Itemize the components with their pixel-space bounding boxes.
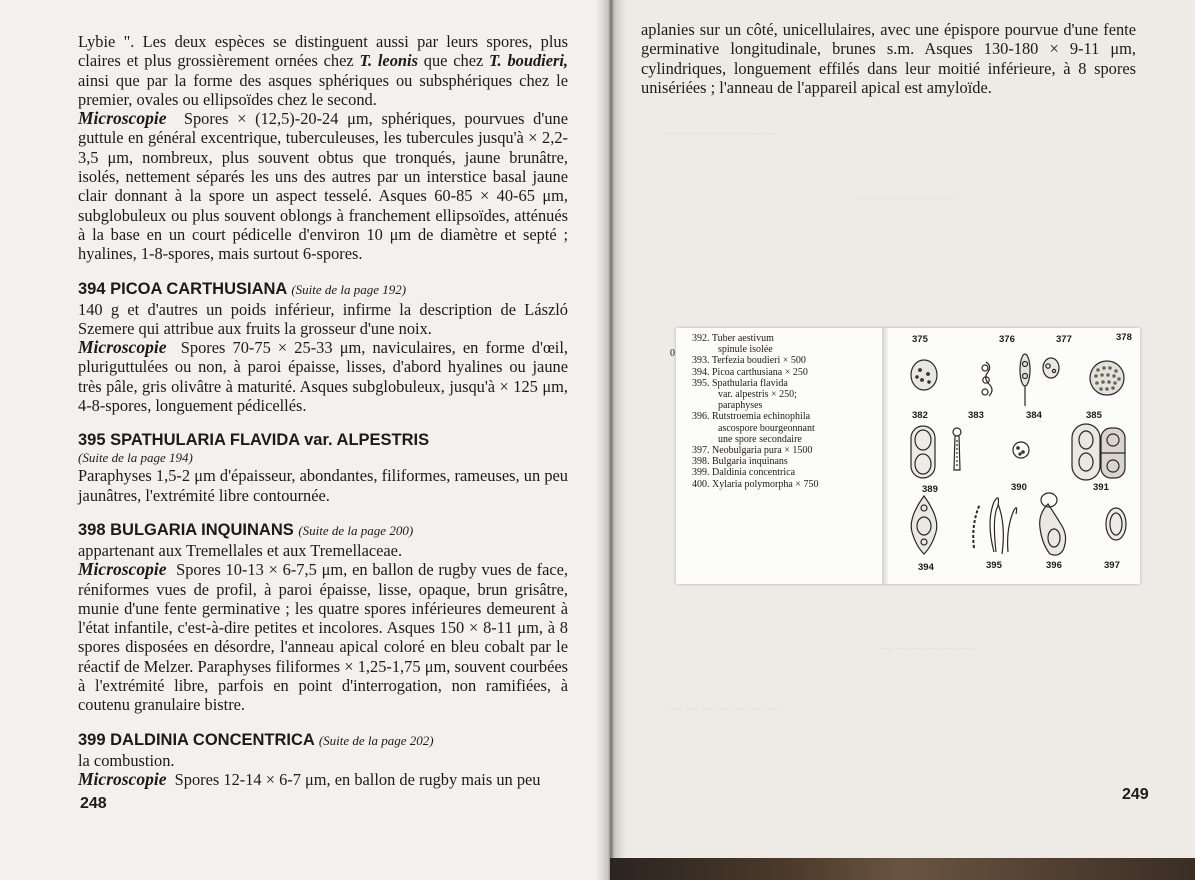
section-microscopy	[78, 338, 568, 415]
intro-paragraph	[78, 32, 568, 109]
heading-text: 394 PICOA CARTHUSIANA	[78, 279, 287, 298]
legend-line: 392. Tuber aestivum	[692, 333, 774, 344]
microscopy-text: Spores 70-75 × 25-33 μm, naviculaires, en forme d'œil, pluriguttulées ou non, à paroi épaisse, lisses, d'abord hyalines ou jaune très pâle, gris olivâtre à maturité. Asques subglobuleux, jusqu'à × 125 μm, 4-8-spores, longuement pédicellés.	[78, 338, 568, 416]
intro-microscopy	[78, 109, 568, 263]
legend-line: 398. Bulgaria inquinans	[692, 456, 788, 468]
spore-drawing-svg	[888, 328, 1140, 584]
page-number: 249	[1122, 786, 1149, 803]
species-name: T. leonis	[359, 51, 418, 71]
spore-378-drawing	[1090, 361, 1124, 395]
figure-number: 376	[999, 334, 1015, 345]
legend-line: 397. Neobulgaria pura × 1500	[692, 445, 813, 457]
microscopy-text: Spores 10-13 × 6-7,5 μm, en ballon de rugby vues de face, réniformes vues de profil, à paroi épaisse, lisse, opaque, brun grisâtre, munie d'une fente germinative ; les quatre spores inférieures demeurent à l'état infantile, c'est-à-dire petites et incolores. Asques 150 × 8-11 μm, à 8 spores disposées en désordre, l'anneau apical coloré en bleu cobalt par le réactif de Melzer. Paraphyses filiformes × 1,25-1,75 μm, souvent courbées à l'extrémité libre, parfois en point d'interrogation, non ramifiées, à coutenu granulaire bistre.	[78, 560, 568, 715]
legend-line: 396. Rutstroemia echinophila	[692, 411, 811, 423]
legend-line: ascospore bourgeonnant	[718, 422, 815, 434]
figure-number: 390	[1011, 482, 1027, 493]
section-heading	[78, 279, 568, 300]
microscopy-text: Spores × (12,5)-20-24 μm, sphériques, pourvues d'une guttule en général excentrique, tuberculeuses, les tubercules jusqu'à × 2,2-3,5 μm, nombreux, plus souvent obtus que tronqués, jaune brunâtre, isolés, nettement séparés les uns des autres par un interstice basal jaune clair donnant à la spore un aspect tesselé. Asques 60-85 × 40-65 μm, subglobuleux ou plus souvent oblongs à franchement ellipsoïdes, atténués à la base en un court pédicelle d'environ 10 μm de diamètre et septé ; hyalines, 1-8-spores, mais surtout 6-spores.	[78, 109, 568, 264]
section-microscopy	[78, 770, 568, 789]
section-body: la combustion.	[78, 750, 175, 770]
figure-number: 397	[1104, 560, 1120, 571]
page-number: 248	[80, 795, 107, 812]
heading-subtitle: (Suite de la page 202)	[318, 732, 434, 748]
figure-number: 389	[922, 484, 938, 495]
spore-394-drawing	[911, 496, 937, 554]
intro-text: que chez	[417, 51, 490, 71]
section-heading	[78, 730, 568, 751]
figure-number: 378	[1116, 332, 1132, 343]
microscopie-label: Microscopie	[78, 768, 167, 789]
species-name: T. boudieri,	[489, 51, 569, 71]
figure-number: 396	[1046, 560, 1062, 571]
section-microscopy	[78, 560, 568, 714]
spore-384-drawing	[1013, 442, 1029, 458]
section-heading	[78, 430, 568, 450]
left-page-text	[78, 32, 568, 789]
heading-text: 399 DALDINIA CONCENTRICA	[78, 730, 315, 749]
legend-line: var. alpestris × 250;	[718, 389, 797, 401]
section-heading	[78, 520, 568, 541]
right-page-text: aplanies sur un côté, unicellulaires, avec une épispore pourvue d'une fente germinative longitudinale, brunes s.m. Asques 130-180 × 9-11 μm, cylindriques, longuement effilés dans leur moitié inférieure, à 8 spores unisériées ; l'anneau de l'appareil apical est amyloïde.	[641, 20, 1136, 97]
legend-line: 393. Terfezia boudieri × 500	[692, 355, 806, 367]
microscopie-label: Microscopie	[78, 559, 167, 580]
margin-mark: 0	[670, 348, 675, 359]
book-gutter	[596, 0, 626, 880]
spore-drawings	[888, 328, 1140, 584]
illustration-plate	[670, 328, 1140, 584]
show-through-text: — — — — — — —	[670, 700, 781, 715]
show-through-text: — — — — — —	[880, 640, 975, 655]
figure-number: 377	[1056, 334, 1072, 345]
heading-subtitle: (Suite de la page 194)	[78, 450, 193, 466]
microscopie-label: Microscopie	[78, 108, 167, 129]
heading-text: 395 SPATHULARIA FLAVIDA var. ALPESTRIS	[78, 431, 430, 450]
intro-text: ainsi que par la forme des asques sphériques ou subsphériques chez le premier, ovales ou ellipsoïdes chez le second.	[78, 70, 568, 109]
spore-385-drawing	[1072, 424, 1125, 480]
legend-line: spinule isolée	[718, 344, 773, 356]
background-edge	[610, 858, 1195, 880]
figure-number: 375	[912, 334, 928, 345]
spore-382-drawing	[911, 426, 935, 478]
spore-375-drawing	[911, 360, 937, 390]
legend-line: 400. Xylaria polymorpha × 750	[692, 478, 819, 490]
plate-legend	[692, 333, 882, 490]
figure-number: 385	[1086, 410, 1102, 421]
legend-line: une spore secondaire	[718, 433, 802, 445]
heading-subtitle: (Suite de la page 200)	[298, 522, 414, 538]
spore-397-drawing	[1106, 508, 1126, 540]
spore-377-drawing	[1020, 354, 1059, 406]
spore-396-drawing	[1040, 493, 1066, 555]
legend-line: paraphyses	[718, 400, 763, 412]
heading-subtitle: (Suite de la page 192)	[291, 281, 407, 297]
figure-number: 395	[986, 560, 1002, 571]
figure-number: 391	[1093, 482, 1109, 493]
legend-line: 395. Spathularia flavida	[692, 377, 788, 389]
figure-number: 382	[912, 410, 928, 421]
show-through-text: — — — — — —	[860, 190, 955, 205]
legend-line: 394. Picoa carthusiana × 250	[692, 366, 808, 378]
legend-line: 399. Daldinia concentrica	[692, 467, 796, 479]
section-body: Paraphyses 1,5-2 μm d'épaisseur, abondantes, filiformes, rameuses, un peu jaunâtres, l'extrémité libre contournée.	[78, 466, 568, 505]
show-through-text: — — — — — — —	[665, 125, 776, 140]
spore-376-drawing	[982, 362, 992, 396]
microscopy-text: Spores 12-14 × 6-7 μm, en ballon de rugby mais un peu	[174, 769, 541, 789]
section-body: appartenant aux Tremellales et aux Tremellaceae.	[78, 540, 403, 560]
figure-number: 394	[918, 562, 934, 573]
figure-number: 383	[968, 410, 984, 421]
spore-395-drawing	[973, 498, 1016, 554]
figure-number: 384	[1026, 410, 1042, 421]
spore-383-drawing	[953, 428, 961, 470]
intro-text: Lybie ". Les deux espèces se distinguent aussi par leurs spores, plus claires et plus grossièrement ornées chez	[78, 32, 568, 71]
section-body: 140 g et d'autres un poids inférieur, infirme la description de László Szemere qui attribue aux fruits la grosseur d'une noix.	[78, 299, 568, 338]
microscopie-label: Microscopie	[78, 337, 167, 358]
heading-text: 398 BULGARIA INQUINANS	[78, 520, 294, 539]
